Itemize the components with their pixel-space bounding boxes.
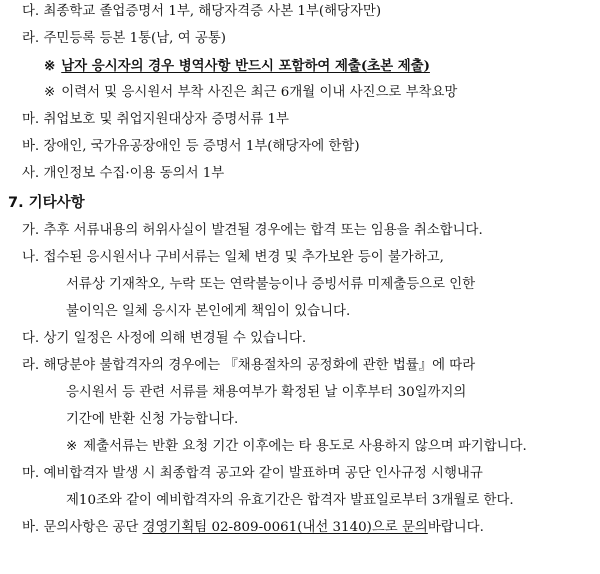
etc-item-na-line2: 서류상 기재착오, 누락 또는 연락불능이나 증빙서류 미제출등으로 인한 <box>66 277 476 292</box>
etc-item-ma-line2: 제10조와 같이 예비합격자의 유효기간은 합격자 발표일로부터 3개월로 한다. <box>66 493 514 508</box>
etc-item-na-line3: 불이익은 일체 응시자 본인에게 책임이 있습니다. <box>66 304 351 319</box>
etc-item-ra: 라. 해당분야 불합격자의 경우에는 『채용절차의 공정화에 관한 법률』에 따라 <box>22 358 476 373</box>
etc-item-ba <box>0 519 484 537</box>
photo-note-text: 이력서 및 응시원서 부착 사진은 최근 6개월 이내 사진으로 부착요망 <box>61 85 458 100</box>
doc-item-ra: 라. 주민등록 등본 1통(남, 여 공통) <box>22 31 226 46</box>
contact-suffix: 바랍니다. <box>427 520 484 535</box>
military-note-text: 남자 응시자의 경우 병역사항 반드시 포함하여 제출(초본 제출) <box>61 58 430 74</box>
etc-item-da: 다. 상기 일정은 사정에 의해 변경될 수 있습니다. <box>22 331 307 346</box>
etc-item-na: 나. 접수된 응시원서나 구비서류는 일체 변경 및 추가보완 등이 불가하고, <box>22 250 444 265</box>
section-heading: 7. 기타사항 <box>8 195 85 211</box>
doc-item-ma: 마. 취업보호 및 취업지원대상자 증명서류 1부 <box>22 112 289 127</box>
return-note <box>0 438 527 456</box>
doc-item-da: 다. 최종학교 졸업증명서 1부, 해당자격증 사본 1부(해당자만) <box>22 4 382 19</box>
contact-prefix: 바. 문의사항은 공단 <box>22 520 143 535</box>
note-mark: ※ <box>44 85 56 100</box>
military-note <box>0 57 430 75</box>
note-mark: ※ <box>44 58 56 74</box>
note-mark: ※ <box>66 439 78 454</box>
etc-item-ma: 마. 예비합격자 발생 시 최종합격 공고와 같이 발표하며 공단 인사규정 시행내규 <box>22 466 483 481</box>
return-note-text: 제출서류는 반환 요청 기간 이후에는 타 용도로 사용하지 않으며 파기합니다. <box>83 439 527 454</box>
etc-item-ra-line3: 기간에 반환 신청 가능합니다. <box>66 412 239 427</box>
etc-item-ra-line2: 응시원서 등 관련 서류를 채용여부가 확정된 날 이후부터 30일까지의 <box>66 385 467 400</box>
doc-item-sa: 사. 개인정보 수집·이용 동의서 1부 <box>22 166 225 181</box>
etc-item-ga: 가. 추후 서류내용의 허위사실이 발견될 경우에는 합격 또는 임용을 취소합니다. <box>22 223 483 238</box>
photo-note <box>0 84 457 102</box>
doc-item-ba: 바. 장애인, 국가유공장애인 등 증명서 1부(해당자에 한함) <box>22 139 360 154</box>
contact-info: 경영기획팀 02-809-0061(내선 3140)으로 문의 <box>142 520 428 535</box>
